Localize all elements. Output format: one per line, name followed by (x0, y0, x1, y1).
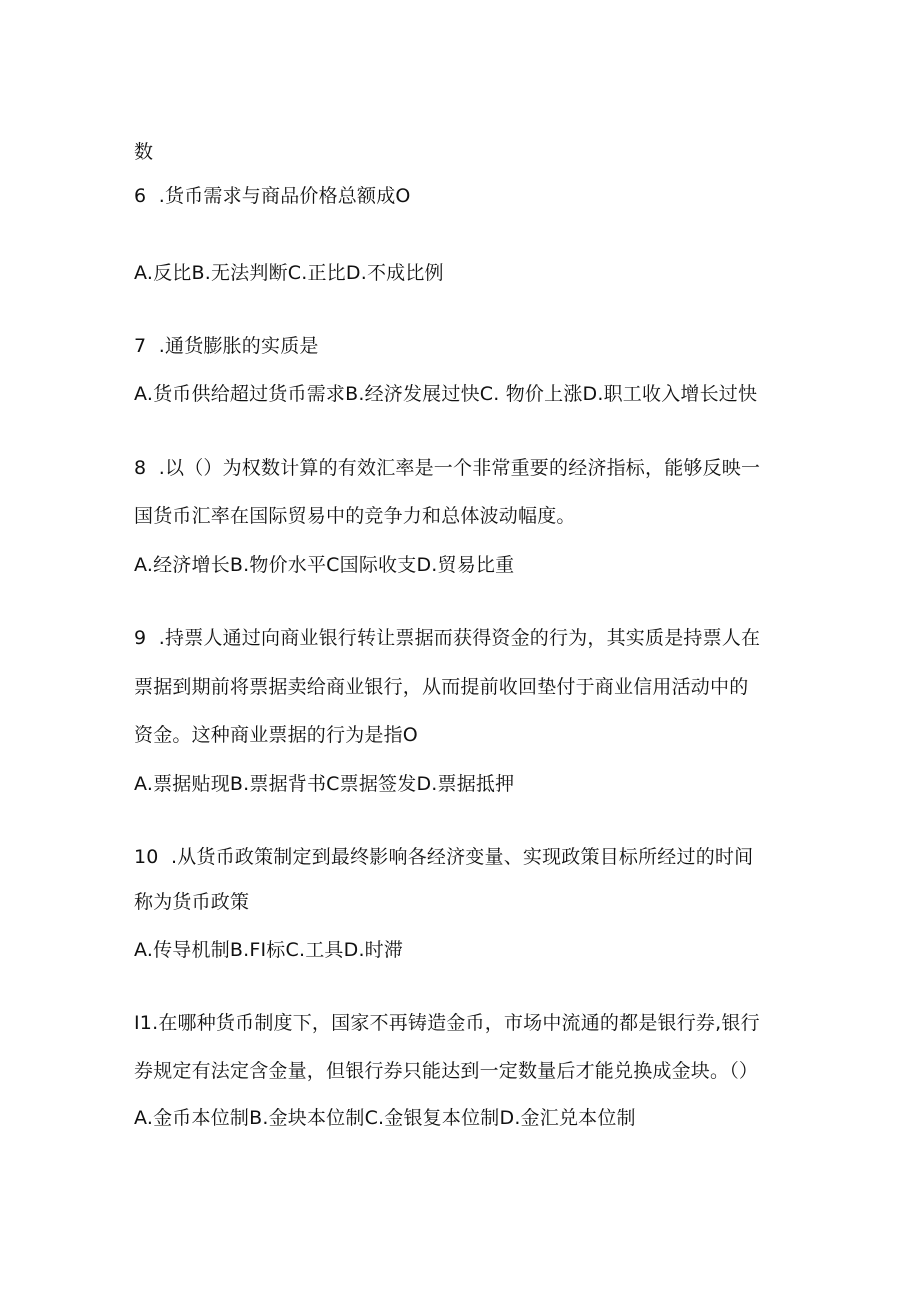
question-7: 7 .通货膨胀的实质是 (134, 335, 319, 357)
question-9-line-1: 9 .持票人通过向商业银行转让票据而获得资金的行为，其实质是持票人在 (134, 627, 761, 649)
question-7-options: A.货币供给超过货币需求B.经济发展过快C. 物价上涨D.职工收入增长过快 (134, 383, 758, 405)
question-11-line-2: 券规定有法定含金量，但银行券只能达到一定数量后才能兑换成金块。（） (134, 1060, 759, 1082)
question-10-options: A.传导机制B.FI标C.工具D.时滞 (134, 939, 404, 961)
question-11-options: A.金币本位制B.金块本位制C.金银复本位制D.金汇兑本位制 (134, 1107, 636, 1129)
question-8-line-2: 国货币汇率在国际贸易中的竞争力和总体波动幅度。 (134, 505, 576, 527)
question-6-options: A.反比B.无法判断C.正比D.不成比例 (134, 262, 444, 284)
question-9-options: A.票据贴现B.票据背书C票据签发D.票据抵押 (134, 773, 515, 795)
question-11-line-1: I1.在哪种货币制度下，国家不再铸造金币，市场中流通的都是银行券,银行 (134, 1012, 760, 1034)
question-9-line-3: 资金。这种商业票据的行为是指O (134, 724, 418, 746)
question-9-line-2: 票据到期前将票据卖给商业银行，从而提前收回垫付于商业信用活动中的 (134, 676, 749, 698)
question-8-options: A.经济增长B.物价水平C国际收支D.贸易比重 (134, 554, 515, 576)
question-8-line-1: 8 .以（）为权数计算的有效汇率是一个非常重要的经济指标，能够反映一 (134, 457, 761, 479)
question-6: 6 .货币需求与商品价格总额成O (134, 185, 411, 207)
text-line-continuation: 数 (134, 141, 154, 163)
question-10-line-2: 称为货币政策 (134, 891, 250, 913)
question-10-line-1: 10 .从货币政策制定到最终影响各经济变量、实现政策目标所经过的时间 (134, 846, 754, 868)
